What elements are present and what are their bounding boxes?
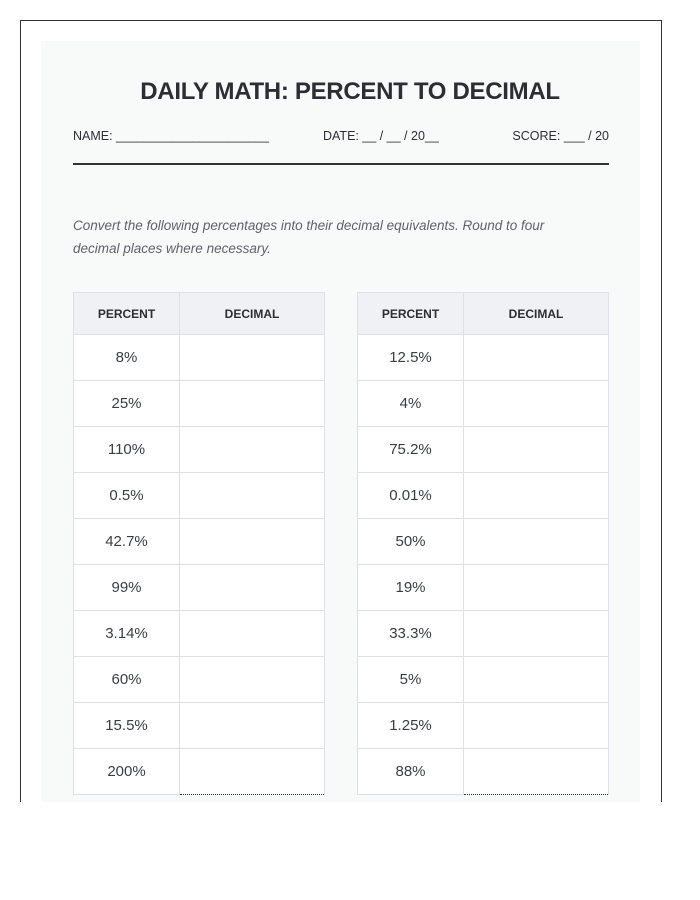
decimal-answer-cell[interactable] (180, 335, 325, 381)
percent-cell: 99% (74, 565, 180, 611)
decimal-answer-cell[interactable] (180, 657, 325, 703)
decimal-answer-cell[interactable] (464, 335, 609, 381)
table-row (358, 611, 609, 657)
student-info-row (73, 129, 609, 147)
decimal-answer-cell[interactable] (180, 565, 325, 611)
percent-cell: 60% (74, 657, 180, 703)
percent-cell: 1.25% (358, 703, 464, 749)
table-row (74, 519, 325, 565)
table-row (74, 335, 325, 381)
decimal-answer-cell[interactable] (464, 473, 609, 519)
score-field[interactable]: SCORE: ___ / 20 (512, 129, 609, 143)
table-row (358, 519, 609, 565)
percent-cell: 19% (358, 565, 464, 611)
column-header-decimal: DECIMAL (464, 293, 609, 335)
percent-cell: 8% (74, 335, 180, 381)
percent-cell: 42.7% (74, 519, 180, 565)
date-field[interactable]: DATE: __ / __ / 20__ (323, 129, 439, 143)
table-row (74, 657, 325, 703)
header-divider (73, 163, 609, 165)
percent-cell: 88% (358, 749, 464, 795)
table-row (74, 565, 325, 611)
problem-table-left (73, 292, 325, 795)
table-row (358, 565, 609, 611)
table-row (358, 473, 609, 519)
decimal-answer-cell[interactable] (464, 565, 609, 611)
percent-cell: 0.5% (74, 473, 180, 519)
worksheet-title: DAILY MATH: PERCENT TO DECIMAL (140, 78, 560, 105)
decimal-answer-cell[interactable] (180, 611, 325, 657)
table-row (74, 427, 325, 473)
percent-cell: 12.5% (358, 335, 464, 381)
problem-table-right (357, 292, 609, 795)
instructions: Convert the following percentages into their decimal equivalents. Round to four decimal places where necessary. (73, 218, 545, 256)
decimal-answer-cell[interactable] (180, 703, 325, 749)
name-field[interactable]: NAME: ______________________ (73, 129, 270, 143)
decimal-answer-cell[interactable] (464, 381, 609, 427)
table-row (74, 611, 325, 657)
decimal-answer-cell[interactable] (180, 473, 325, 519)
percent-cell: 33.3% (358, 611, 464, 657)
percent-cell: 110% (74, 427, 180, 473)
table-row (74, 473, 325, 519)
column-header-percent: PERCENT (358, 293, 464, 335)
decimal-answer-cell[interactable] (464, 749, 609, 795)
percent-cell: 15.5% (74, 703, 180, 749)
percent-cell: 50% (358, 519, 464, 565)
table-row (358, 335, 609, 381)
percent-cell: 200% (74, 749, 180, 795)
column-header-decimal: DECIMAL (180, 293, 325, 335)
percent-cell: 75.2% (358, 427, 464, 473)
decimal-answer-cell[interactable] (180, 381, 325, 427)
percent-cell: 3.14% (74, 611, 180, 657)
percent-cell: 25% (74, 381, 180, 427)
table-row (358, 657, 609, 703)
table-row (74, 381, 325, 427)
decimal-answer-cell[interactable] (464, 519, 609, 565)
table-row (358, 703, 609, 749)
table-row (358, 381, 609, 427)
table-row (358, 749, 609, 795)
decimal-answer-cell[interactable] (180, 519, 325, 565)
percent-cell: 0.01% (358, 473, 464, 519)
decimal-answer-cell[interactable] (464, 611, 609, 657)
decimal-answer-cell[interactable] (464, 427, 609, 473)
column-header-percent: PERCENT (74, 293, 180, 335)
percent-cell: 5% (358, 657, 464, 703)
percent-cell: 4% (358, 381, 464, 427)
table-row (74, 749, 325, 795)
decimal-answer-cell[interactable] (464, 703, 609, 749)
table-header-row (358, 293, 609, 335)
table-row (74, 703, 325, 749)
decimal-answer-cell[interactable] (180, 749, 325, 795)
table-header-row (74, 293, 325, 335)
decimal-answer-cell[interactable] (464, 657, 609, 703)
decimal-answer-cell[interactable] (180, 427, 325, 473)
table-row (358, 427, 609, 473)
